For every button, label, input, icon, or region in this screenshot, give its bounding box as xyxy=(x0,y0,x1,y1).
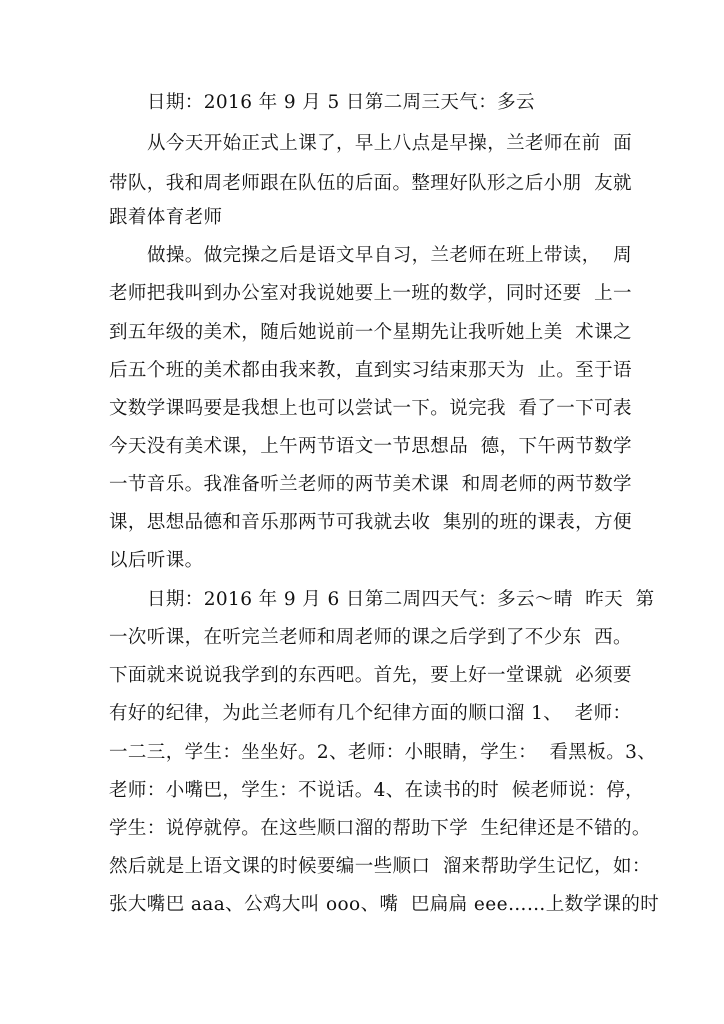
text-line: 做操。做完操之后是语文早自习，兰老师在班上带读， 周 xyxy=(147,245,633,266)
text-line: 跟着体育老师 xyxy=(109,207,223,228)
text-line: 然后就是上语文课的时候要编一些顺口 溜来帮助学生记忆，如： xyxy=(109,856,651,877)
text-line: 一次听课，在听完兰老师和周老师的课之后学到了不少东 西。 xyxy=(109,627,632,648)
entry-date-line: 日期：2016 年 9 月 6 日第二周四天气：多云～晴 昨天 第 xyxy=(147,589,655,610)
text-line: 到五年级的美术，随后她说前一个星期先让我听她上美 术课之 xyxy=(109,322,632,343)
text-line: 有好的纪律，为此兰老师有几个纪律方面的顺口溜 1、 老师： xyxy=(109,703,632,724)
text-line: 一节音乐。我准备听兰老师的两节美术课 和周老师的两节数学 xyxy=(109,474,632,495)
text-line: 老师把我叫到办公室对我说她要上一班的数学，同时还要 上一 xyxy=(109,283,632,304)
text-line: 文数学课吗要是我想上也可以尝试一下。说完我 看了一下可表 xyxy=(109,398,632,419)
text-line: 以后听课。 xyxy=(109,550,204,571)
text-line: 今天没有美术课，上午两节语文一节思想品 德，下午两节数学 xyxy=(109,436,632,457)
text-line: 后五个班的美术都由我来教，直到实习结束那天为 止。至于语 xyxy=(109,360,632,381)
text-line: 老师：小嘴巴，学生：不说话。4、在读书的时 候老师说：停， xyxy=(109,780,645,801)
text-line: 一二三，学生：坐坐好。2、老师：小眼睛，学生： 看黑板。3、 xyxy=(109,742,657,763)
text-line: 带队，我和周老师跟在队伍的后面。整理好队形之后小朋 友就 xyxy=(109,173,632,194)
text-line: 课，思想品德和音乐那两节可我就去收 集别的班的课表，方便 xyxy=(109,512,632,533)
text-line: 张大嘴巴 aaa、公鸡大叫 ooo、嘴 巴扁扁 eee……上数学课的时 xyxy=(109,894,660,915)
entry-date-line: 日期：2016 年 9 月 5 日第二周三天气：多云 xyxy=(147,92,535,113)
text-line: 从今天开始正式上课了，早上八点是早操，兰老师在前 面 xyxy=(147,133,633,154)
text-line: 下面就来说说我学到的东西吧。首先，要上好一堂课就 必须要 xyxy=(109,665,632,686)
text-line: 学生：说停就停。在这些顺口溜的帮助下学 生纪律还是不错的。 xyxy=(109,818,651,839)
